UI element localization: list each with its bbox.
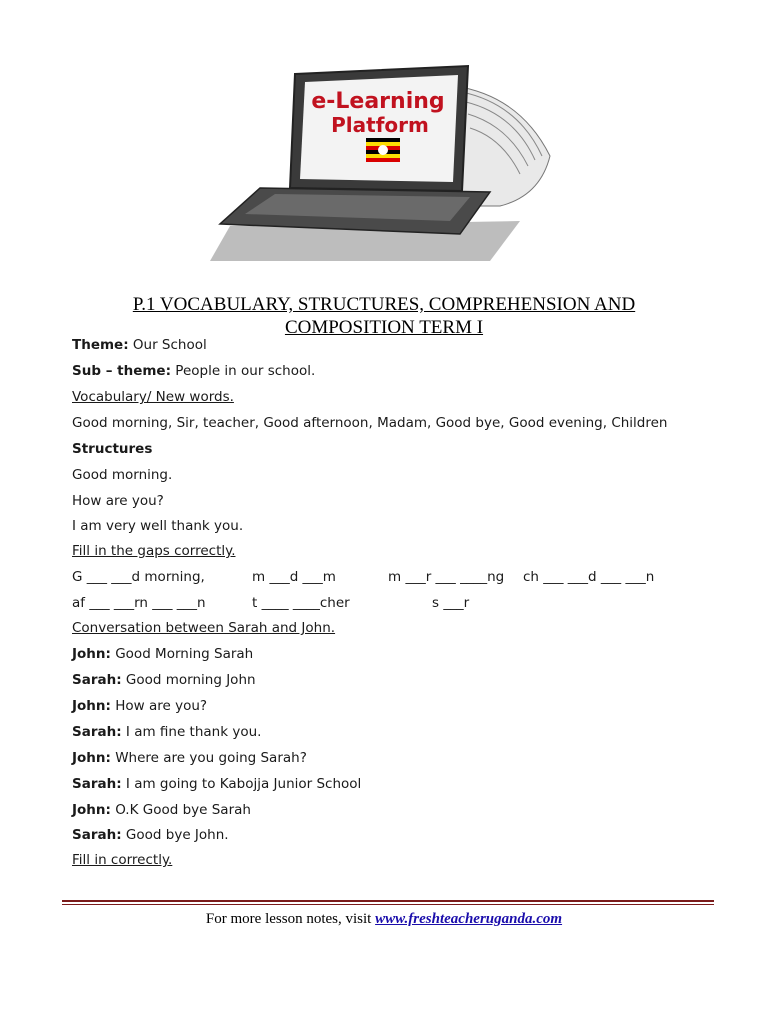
speaker-label: John: — [72, 646, 111, 662]
gap-item: t ____ ____cher — [252, 595, 350, 611]
document-title-line2: COMPOSITION TERM I — [284, 317, 484, 338]
speaker-label: John: — [72, 698, 111, 714]
theme-label: Theme: — [72, 337, 129, 353]
svg-text:Platform: Platform — [331, 113, 429, 137]
speaker-label: Sarah: — [72, 776, 122, 792]
speaker-label: Sarah: — [72, 827, 122, 843]
vocabulary-heading: Vocabulary/ New words. — [72, 389, 234, 405]
footer-link[interactable]: www.freshteacheruganda.com — [375, 911, 563, 927]
gap-item: m ___r ___ ____ng — [388, 569, 505, 585]
gap-item: s ___r — [432, 595, 470, 611]
conversation-heading: Conversation between Sarah and John. — [72, 620, 336, 636]
gap-item: m ___d ___m — [252, 569, 336, 585]
subtheme-line — [72, 362, 315, 380]
gap-item: G ___ ___d morning, — [72, 569, 205, 585]
speaker-label: John: — [72, 802, 111, 818]
speaker-label: John: — [72, 750, 111, 766]
svg-text:e-Learning: e-Learning — [311, 89, 445, 114]
footer-text: For more lesson notes, visit — [205, 911, 376, 927]
gap-item: ch ___ ___d ___ ___n — [523, 569, 655, 585]
e-learning-platform-logo — [200, 56, 560, 266]
dialogue-line — [72, 645, 253, 663]
subtheme-value: People in our school. — [171, 363, 316, 379]
dialogue-text: I am fine thank you. — [121, 724, 262, 740]
dialogue-line — [72, 749, 307, 767]
dialogue-line — [72, 801, 251, 819]
dialogue-text: Good morning John — [121, 672, 256, 688]
dialogue-text: Good Morning Sarah — [110, 646, 254, 662]
dialogue-line — [72, 671, 256, 689]
dialogue-text: How are you? — [110, 698, 208, 714]
structure-item: Good morning. — [72, 467, 173, 483]
structures-heading: Structures — [72, 441, 153, 457]
uganda-flag-icon — [366, 138, 400, 162]
footer-divider — [62, 900, 714, 902]
theme-value: Our School — [128, 337, 207, 353]
gaps-heading: Fill in the gaps correctly. — [72, 543, 236, 559]
dialogue-text: Good bye John. — [121, 827, 229, 843]
speaker-label: Sarah: — [72, 724, 122, 740]
footer-divider-thin — [62, 904, 714, 905]
theme-line — [72, 336, 207, 354]
subtheme-label: Sub – theme: — [72, 363, 171, 379]
dialogue-line — [72, 775, 361, 793]
structure-item: How are you? — [72, 493, 164, 509]
structure-item: I am very well thank you. — [72, 518, 244, 534]
dialogue-text: I am going to Kabojja Junior School — [121, 776, 362, 792]
footer — [0, 911, 768, 928]
dialogue-text: O.K Good bye Sarah — [110, 802, 251, 818]
dialogue-line — [72, 723, 261, 741]
dialogue-line — [72, 826, 229, 844]
fill-correctly-heading: Fill in correctly. — [72, 852, 173, 868]
dialogue-line — [72, 697, 207, 715]
speaker-label: Sarah: — [72, 672, 122, 688]
book-icon — [455, 86, 550, 206]
gap-item: af ___ ___rn ___ ___n — [72, 595, 206, 611]
document-title-line1: P.1 VOCABULARY, STRUCTURES, COMPREHENSION AND — [132, 294, 636, 315]
vocabulary-words: Good morning, Sir, teacher, Good afternoon, Madam, Good bye, Good evening, Children — [72, 415, 668, 431]
dialogue-text: Where are you going Sarah? — [110, 750, 307, 766]
